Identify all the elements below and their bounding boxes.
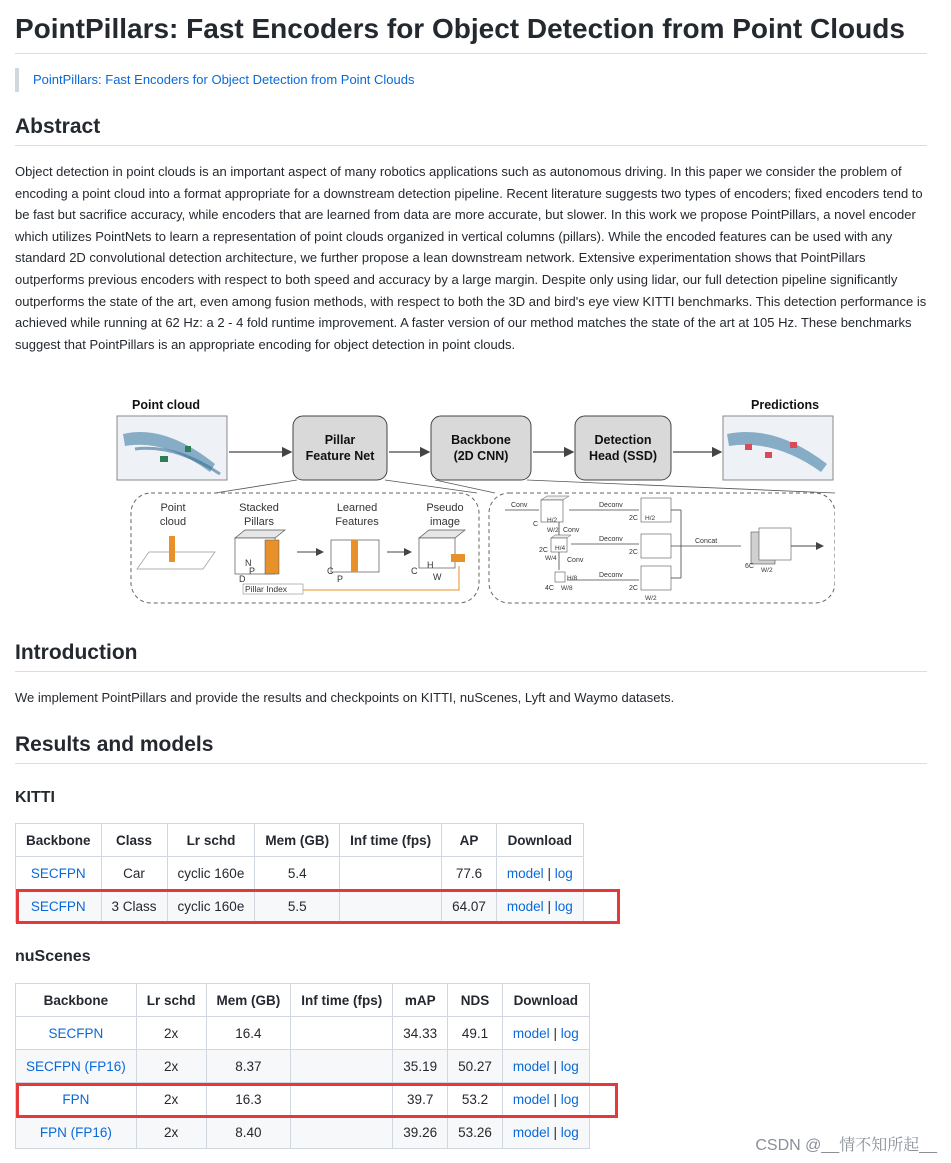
- model-link[interactable]: model: [512, 1091, 550, 1107]
- svg-text:P: P: [337, 574, 344, 584]
- svg-text:C: C: [327, 566, 334, 576]
- svg-text:Head (SSD): Head (SSD): [588, 449, 658, 463]
- svg-text:D: D: [239, 574, 246, 584]
- kitti-col-ap: AP: [442, 824, 497, 857]
- introduction-text: We implement PointPillars and provide the results and checkpoints on KITTI, nuScenes, Lyft and Waymo datasets.: [15, 690, 675, 705]
- model-link[interactable]: model: [512, 1124, 550, 1140]
- svg-text:Pillars: Pillars: [244, 516, 274, 528]
- svg-text:Conv: Conv: [563, 527, 580, 534]
- svg-text:Features: Features: [335, 516, 379, 528]
- svg-text:2C: 2C: [629, 515, 638, 522]
- svg-text:6C: 6C: [745, 563, 754, 570]
- backbone-link[interactable]: SECFPN (FP16): [26, 1058, 126, 1074]
- svg-text:W: W: [433, 572, 442, 582]
- table-row: FPN 2x 16.3 39.7 53.2 model | log: [16, 1083, 590, 1116]
- svg-text:Deconv: Deconv: [599, 572, 623, 579]
- nus-col-map: mAP: [393, 984, 448, 1017]
- nus-col-lr: Lr schd: [136, 984, 206, 1017]
- backbone-box: [431, 416, 531, 480]
- model-link[interactable]: model: [512, 1025, 550, 1041]
- table-row: SECFPN 3 Class cyclic 160e 5.5 64.07 model | log: [16, 890, 584, 923]
- svg-text:C: C: [533, 521, 539, 528]
- table-row: SECFPN Car cyclic 160e 5.4 77.6 model | log: [16, 857, 584, 890]
- pfn-box: [293, 416, 387, 480]
- svg-text:Learned: Learned: [336, 502, 378, 514]
- svg-text:N: N: [245, 558, 252, 568]
- svg-text:4C: 4C: [545, 585, 554, 592]
- nus-col-nds: NDS: [448, 984, 503, 1017]
- kitti-col-class: Class: [101, 824, 167, 857]
- svg-text:(2D CNN): (2D CNN): [453, 449, 509, 463]
- predictions-label: Predictions: [751, 398, 820, 412]
- svg-text:Pseudo: Pseudo: [426, 502, 464, 514]
- kitti-col-backbone: Backbone: [16, 824, 102, 857]
- head-box: [575, 416, 671, 480]
- svg-text:Feature Net: Feature Net: [305, 449, 375, 463]
- pfn-detail: [131, 493, 479, 603]
- kitti-col-download: Download: [496, 824, 583, 857]
- svg-text:Pillar Index: Pillar Index: [245, 584, 288, 594]
- svg-text:Deconv: Deconv: [599, 536, 623, 543]
- backbone-link[interactable]: SECFPN: [30, 865, 86, 881]
- svg-text:C: C: [411, 566, 418, 576]
- nus-col-inf: Inf time (fps): [291, 984, 393, 1017]
- svg-text:W/2: W/2: [761, 567, 773, 574]
- svg-text:2C: 2C: [629, 585, 638, 592]
- table-row: SECFPN 2x 16.4 34.33 49.1 model | log: [16, 1017, 590, 1050]
- model-link[interactable]: model: [506, 898, 544, 914]
- architecture-figure: [115, 394, 835, 606]
- nuscenes-heading: nuScenes: [15, 948, 91, 965]
- svg-text:W/2: W/2: [645, 595, 657, 602]
- backbone-link[interactable]: FPN: [62, 1091, 90, 1107]
- svg-text:H/8: H/8: [567, 575, 578, 582]
- table-row: SECFPN (FP16) 2x 8.37 35.19 50.27 model | log: [16, 1050, 590, 1083]
- log-link[interactable]: log: [554, 898, 573, 914]
- results-heading: Results and models: [15, 730, 927, 764]
- svg-text:W/4: W/4: [545, 555, 557, 562]
- kitti-heading: KITTI: [15, 789, 55, 806]
- abstract-heading: Abstract: [15, 112, 927, 146]
- svg-text:Concat: Concat: [695, 538, 718, 545]
- top-pipeline: [117, 398, 833, 480]
- log-link[interactable]: log: [560, 1124, 579, 1140]
- blockquote: [15, 68, 415, 92]
- svg-text:P: P: [249, 566, 256, 576]
- nus-col-download: Download: [502, 984, 589, 1017]
- svg-text:Pillar: Pillar: [324, 433, 356, 447]
- kitti-table: [15, 823, 584, 923]
- table-row: FPN (FP16) 2x 8.40 39.26 53.26 model | log: [16, 1116, 590, 1149]
- kitti-col-mem: Mem (GB): [255, 824, 340, 857]
- paper-link[interactable]: PointPillars: Fast Encoders for Object Detection from Point Clouds: [33, 72, 415, 87]
- backbone-link[interactable]: SECFPN: [30, 898, 86, 914]
- svg-text:Point: Point: [160, 502, 186, 514]
- log-link[interactable]: log: [560, 1025, 579, 1041]
- svg-text:Conv: Conv: [567, 557, 584, 564]
- svg-text:Deconv: Deconv: [599, 502, 623, 509]
- log-link[interactable]: log: [560, 1058, 579, 1074]
- model-link[interactable]: model: [506, 865, 544, 881]
- backbone-detail: [489, 493, 835, 603]
- model-link[interactable]: model: [512, 1058, 550, 1074]
- kitti-col-lr: Lr schd: [167, 824, 255, 857]
- svg-text:Conv: Conv: [511, 502, 528, 509]
- abstract-text: Object detection in point clouds is an important aspect of many robotics applications such as autonomous driving. In this paper we consider the problem of encoding a point cloud into a format appropriate for a downstream detection pipeline. Recent literature suggests two types of encoders; fixed encoders tend to be fast but sacrifice accuracy, while encoders that are learned from data are more accurate, but slower. In this work we propose PointPillars, a novel encoder which utilizes PointNets to learn a representation of point clouds organized in vertical columns (pillars). While the encoded features can be used with any standard 2D convolutional detection architecture, we further propose a lean downstream network. Extensive experimentation shows that PointPillars outperforms previous encoders with respect to both speed and accuracy by a large margin. Despite only using lidar, our full detection pipeline significantly outperforms the state of the art, even among fusion methods, with respect to both the 3D and bird's eye view KITTI benchmarks. This detection performance is achieved while running at 62 Hz: a 2 - 4 fold runtime improvement. A faster version of our method matches the state of the art at 105 Hz. These benchmarks suggest that PointPillars is an appropriate encoding for object detection in point clouds.: [15, 164, 927, 352]
- svg-text:Detection: Detection: [594, 433, 652, 447]
- svg-text:H/2: H/2: [547, 517, 558, 524]
- svg-text:Backbone: Backbone: [451, 433, 511, 447]
- svg-text:H: H: [427, 560, 434, 570]
- nuscenes-table: [15, 983, 590, 1149]
- svg-text:H/4: H/4: [555, 545, 566, 552]
- nus-col-backbone: Backbone: [16, 984, 137, 1017]
- nus-col-mem: Mem (GB): [206, 984, 291, 1017]
- svg-text:cloud: cloud: [159, 516, 187, 528]
- svg-text:W/8: W/8: [561, 585, 573, 592]
- svg-text:image: image: [430, 516, 460, 528]
- point-cloud-label: Point cloud: [132, 398, 201, 412]
- svg-text:2C: 2C: [539, 547, 548, 554]
- svg-text:H/2: H/2: [645, 515, 656, 522]
- page-title: PointPillars: Fast Encoders for Object Detection from Point Clouds: [15, 10, 927, 54]
- svg-text:W/2: W/2: [547, 527, 559, 534]
- svg-text:Stacked: Stacked: [239, 502, 279, 514]
- watermark: CSDN @__情不知所起__: [755, 1137, 937, 1154]
- backbone-link[interactable]: SECFPN: [48, 1025, 104, 1041]
- log-link[interactable]: log: [554, 865, 573, 881]
- backbone-link[interactable]: FPN (FP16): [39, 1124, 112, 1140]
- svg-text:2C: 2C: [629, 549, 638, 556]
- kitti-col-inf: Inf time (fps): [340, 824, 442, 857]
- introduction-heading: Introduction: [15, 638, 927, 672]
- log-link[interactable]: log: [560, 1091, 579, 1107]
